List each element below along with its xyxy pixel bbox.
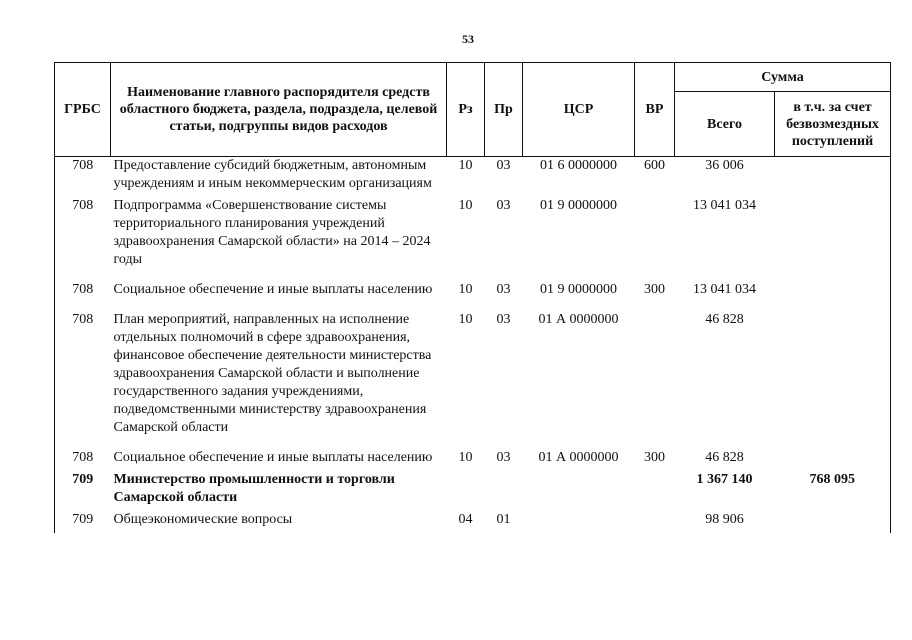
header-rz: Рз (447, 63, 485, 157)
cell-total: 13 041 034 (693, 198, 756, 213)
cell-name: Министерство промышленности и торговли Самарской области (113, 472, 395, 505)
cell-total: 46 828 (705, 312, 744, 327)
cell-vr: 300 (644, 282, 665, 297)
cell-vr: 300 (644, 450, 665, 465)
table-row (55, 511, 891, 533)
cell-free: 768 095 (775, 471, 891, 511)
cell-pr: 01 (496, 512, 511, 527)
cell-vr (635, 311, 675, 449)
header-sum: Сумма (675, 63, 891, 92)
cell-total: 98 906 (705, 512, 744, 527)
cell-total: 36 006 (705, 158, 744, 173)
table-row (55, 311, 891, 449)
cell-rz: 04 (458, 512, 473, 527)
cell-csr: 01 А 0000000 (538, 312, 619, 327)
cell-grbs: 709 (55, 471, 111, 511)
cell-free (775, 511, 891, 533)
cell-pr: 03 (496, 198, 511, 213)
cell-vr (635, 471, 675, 511)
table-row (55, 449, 891, 471)
header-grbs: ГРБС (55, 63, 111, 157)
table-row (55, 197, 891, 281)
header-pr: Пр (485, 63, 523, 157)
cell-csr: 01 9 0000000 (540, 198, 617, 213)
table-row (55, 281, 891, 311)
cell-total: 46 828 (705, 450, 744, 465)
cell-pr: 03 (496, 282, 511, 297)
cell-csr (523, 471, 635, 511)
header-total: Всего (675, 92, 775, 157)
cell-grbs: 708 (55, 157, 111, 198)
cell-pr: 03 (496, 312, 511, 327)
header-csr: ЦСР (523, 63, 635, 157)
cell-vr (635, 197, 675, 281)
cell-pr (485, 471, 523, 511)
cell-free (775, 449, 891, 471)
cell-rz (447, 471, 485, 511)
cell-free (775, 281, 891, 311)
cell-vr: 600 (644, 158, 665, 173)
cell-name: Социальное обеспечение и иные выплаты населению (113, 282, 433, 297)
cell-name: Подпрограмма «Совершенствование системы территориального планирования учреждений здравоохранения Самарской области» на 2014 – 2024 годы (113, 198, 431, 267)
cell-total: 13 041 034 (693, 282, 756, 297)
cell-grbs: 708 (55, 311, 111, 449)
cell-free (775, 157, 891, 198)
cell-csr: 01 А 0000000 (538, 450, 619, 465)
table-row (55, 157, 891, 198)
cell-pr: 03 (496, 158, 511, 173)
page-number: 53 (462, 32, 474, 46)
cell-name: Социальное обеспечение и иные выплаты населению (113, 450, 433, 465)
cell-grbs: 709 (55, 511, 111, 533)
budget-table (54, 62, 891, 533)
cell-grbs: 708 (55, 281, 111, 311)
cell-free (775, 311, 891, 449)
cell-free (775, 197, 891, 281)
table-body (55, 157, 891, 534)
cell-name: Предоставление субсидий бюджетным, автономным учреждениям и иным некоммерческим организациям (113, 158, 432, 191)
header-name: Наименование главного распорядителя средств областного бюджета, раздела, подраздела, целевой статьи, подгруппы видов расходов (111, 63, 447, 157)
cell-csr: 01 6 0000000 (540, 158, 617, 173)
cell-grbs: 708 (55, 449, 111, 471)
cell-rz: 10 (458, 450, 473, 465)
cell-rz: 10 (458, 312, 473, 327)
cell-rz: 10 (458, 158, 473, 173)
cell-name: Общеэкономические вопросы (113, 512, 293, 527)
cell-total: 1 367 140 (696, 472, 753, 487)
header-free: в т.ч. за счет безвозмездных поступлений (775, 92, 891, 157)
cell-pr: 03 (496, 450, 511, 465)
cell-name: План мероприятий, направленных на исполнение отдельных полномочий в сфере здравоохранения, финансовое обеспечение деятельности министерства здравоохранения Самарской области и выполнение государственного задания учреждениями, подведомственными министерству здравоохранения Самарской области (113, 312, 432, 435)
header-vr: ВР (635, 63, 675, 157)
table-header (55, 63, 891, 157)
cell-rz: 10 (458, 282, 473, 297)
cell-csr (523, 511, 635, 533)
cell-vr (635, 511, 675, 533)
cell-csr: 01 9 0000000 (540, 282, 617, 297)
table-row (55, 471, 891, 511)
cell-rz: 10 (458, 198, 473, 213)
cell-grbs: 708 (55, 197, 111, 281)
